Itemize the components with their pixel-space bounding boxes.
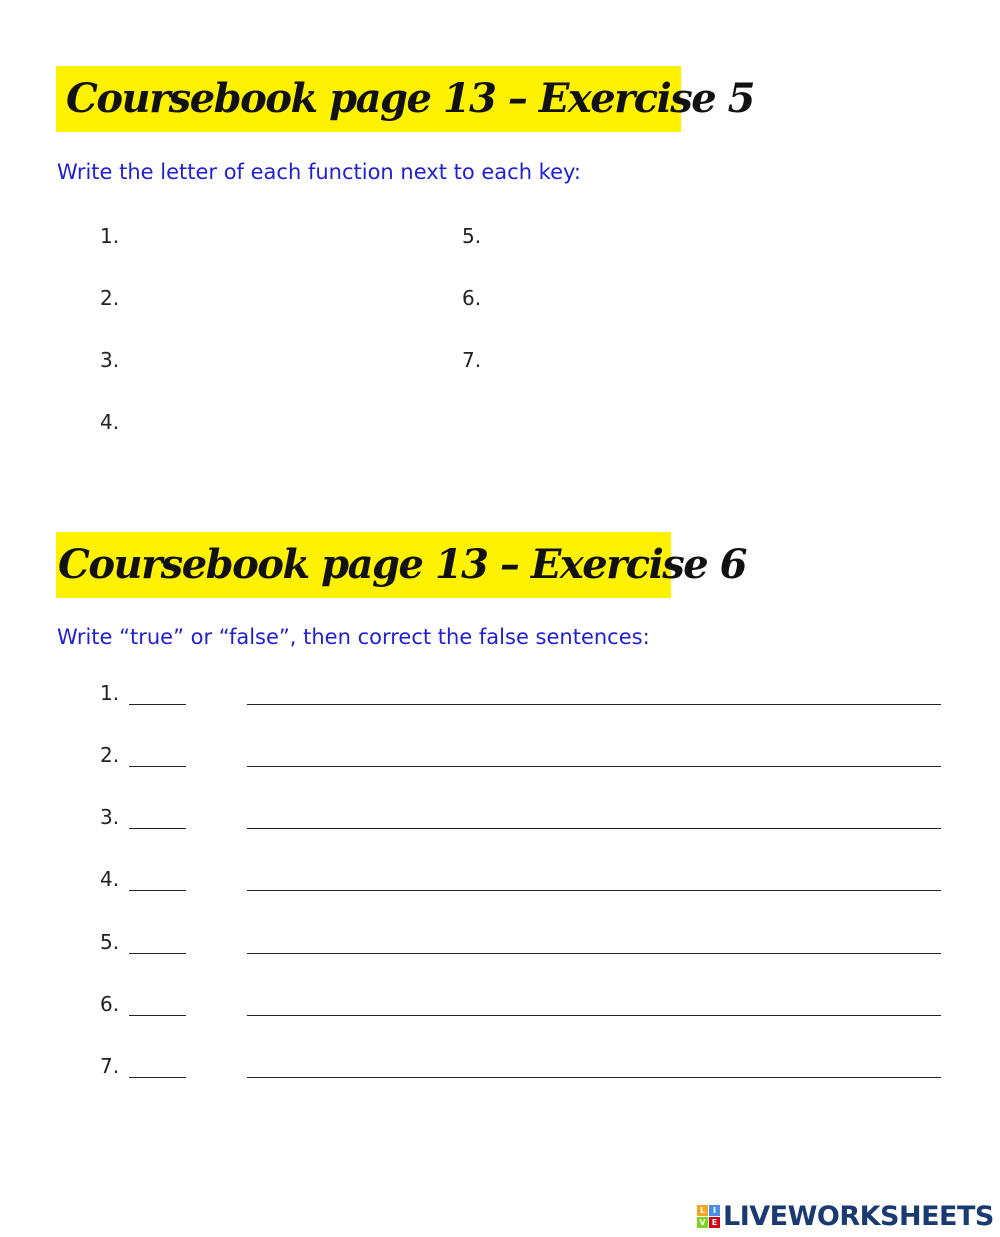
exercise-6-item-number: 4. [100,867,120,891]
true-false-answer-blank[interactable] [129,1077,186,1078]
correction-answer-line[interactable] [247,766,941,767]
exercise-6-instruction: Write “true” or “false”, then correct the false sentences: [57,625,650,649]
correction-answer-line[interactable] [247,828,941,829]
liveworksheets-logo-icon [697,1205,720,1228]
exercise-5-item-number: 6. [462,286,482,310]
exercise-5-item-number: 2. [100,286,120,310]
true-false-answer-blank[interactable] [129,890,186,891]
exercise-6-heading: Coursebook page 13 – Exercise 6 [56,532,671,598]
exercise-5-item-number: 7. [462,348,482,372]
exercise-5-item-number: 1. [100,224,120,248]
exercise-5-heading: Coursebook page 13 – Exercise 5 [56,66,681,132]
exercise-5-item-number: 4. [100,410,120,434]
exercise-5-instruction: Write the letter of each function next to each key: [57,160,581,184]
logo-tile: L [697,1205,708,1216]
true-false-answer-blank[interactable] [129,766,186,767]
logo-text: LIVEWORKSHEETS [723,1200,994,1232]
exercise-5-item-number: 5. [462,224,482,248]
correction-answer-line[interactable] [247,1015,941,1016]
correction-answer-line[interactable] [247,953,941,954]
true-false-answer-blank[interactable] [129,704,186,705]
exercise-5-item-number: 3. [100,348,120,372]
logo-tile: E [709,1217,720,1228]
correction-answer-line[interactable] [247,704,941,705]
exercise-6-item-number: 6. [100,992,120,1016]
exercise-6-item-number: 5. [100,930,120,954]
true-false-answer-blank[interactable] [129,828,186,829]
exercise-6-item-number: 3. [100,805,120,829]
liveworksheets-logo [697,1200,994,1232]
logo-tile: I [709,1205,720,1216]
true-false-answer-blank[interactable] [129,953,186,954]
correction-answer-line[interactable] [247,890,941,891]
logo-tile: V [697,1217,708,1228]
correction-answer-line[interactable] [247,1077,941,1078]
exercise-6-item-number: 7. [100,1054,120,1078]
exercise-6-item-number: 1. [100,681,120,705]
true-false-answer-blank[interactable] [129,1015,186,1016]
exercise-6-item-number: 2. [100,743,120,767]
